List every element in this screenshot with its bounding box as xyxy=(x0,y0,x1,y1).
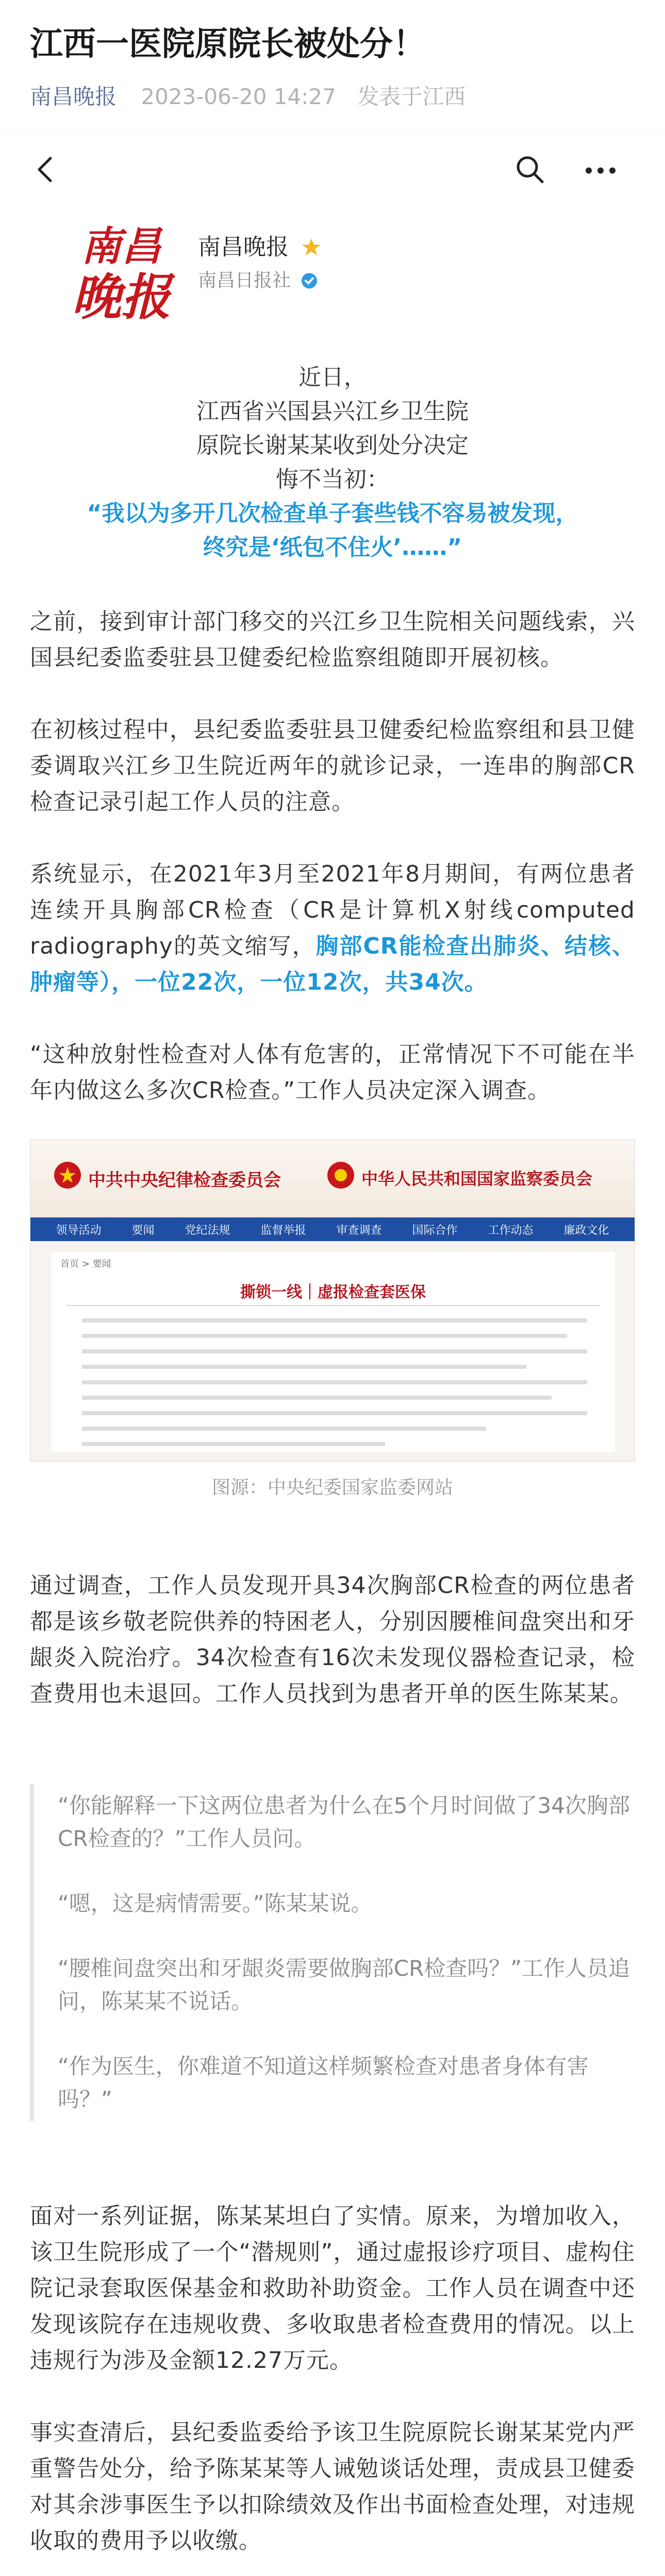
article-figure[interactable] xyxy=(30,1140,635,1501)
emblem-icon xyxy=(53,1161,82,1190)
figure-text-line xyxy=(82,1427,486,1431)
figure-nav-item: 廉政文化 xyxy=(563,1224,609,1237)
figure-nav-item: 监督举报 xyxy=(260,1224,306,1237)
source-link[interactable]: 南昌晚报 xyxy=(30,84,117,109)
intro-line: 悔不当初： xyxy=(276,466,389,493)
figure-nav-item: 党纪法规 xyxy=(185,1224,230,1237)
account-sub-text: 南昌日报社 xyxy=(198,270,291,291)
figure-text-lines xyxy=(82,1318,587,1446)
account-card[interactable] xyxy=(0,201,665,355)
figure-divider xyxy=(66,1305,600,1306)
figure-nav-item: 工作动态 xyxy=(488,1224,534,1237)
figure-caption: 图源：中央纪委国家监委网站 xyxy=(211,1477,453,1498)
paragraph: 在初核过程中，县纪委监委驻县卫健委纪检监察组和县卫健委调取兴江乡卫生院近两年的就诊记录，一连串的胸部CR检查记录引起工作人员的注意。 xyxy=(30,717,635,815)
paragraph: 面对一系列证据，陈某某坦白了实情。原来，为增加收入，该卫生院形成了一个“潜规则”，通过虚报诊疗项目、虚构住院记录套取医保基金和救助补助资金。工作人员在调查中还发现该院存在违规收费、多收取患者检查费用的情况。以上违规行为涉及金额12.27万元。 xyxy=(30,2203,635,2374)
dialogue-line: “腰椎间盘突出和牙龈炎需要做胸部CR检查吗？”工作人员追问，陈某某不说话。 xyxy=(58,1956,630,2014)
intro-line: 近日， xyxy=(298,364,367,391)
figure-text-line xyxy=(82,1334,567,1338)
figure-nav-item: 要闻 xyxy=(131,1224,155,1237)
intro-line: 江西省兴国县兴江乡卫生院 xyxy=(196,398,469,425)
account-sub xyxy=(198,268,318,294)
figure-text-line xyxy=(82,1380,587,1384)
publish-time: 2023-06-20 14:27 xyxy=(141,84,336,109)
paragraph xyxy=(30,856,635,1001)
account-name[interactable] xyxy=(198,232,322,263)
star-badge-icon xyxy=(301,237,322,258)
publish-location: 发表于江西 xyxy=(357,84,466,109)
article-meta xyxy=(30,82,635,111)
site-title-left: 中共中央纪律检查委员会 xyxy=(88,1170,281,1191)
nav-bar xyxy=(0,134,665,201)
figure-nav-item: 国际合作 xyxy=(412,1224,458,1237)
intro xyxy=(30,361,635,565)
site-title-right: 中华人民共和国国家监察委员会 xyxy=(361,1169,593,1189)
back-icon[interactable] xyxy=(31,154,62,185)
intro-quote-line: “我以为多开几次检查单子套些钱不容易被发现， xyxy=(87,500,578,527)
figure-text-line xyxy=(82,1349,587,1353)
figure-image xyxy=(30,1140,635,1462)
figure-banner xyxy=(30,1140,635,1217)
dialogue-line: “嗯，这是病情需要。”陈某某说。 xyxy=(58,1891,373,1916)
intro-quote-line: 终究是‘纸包不住火’……” xyxy=(203,534,462,561)
paragraph: “这种放射性检查对人体有危害的，正常情况下不可能在半年内做这么多次CR检查。”工作人员决定深入调查。 xyxy=(30,1041,635,1104)
article-header xyxy=(0,0,665,111)
figure-headline: 撕锁一线｜虚报检查套医保 xyxy=(240,1283,426,1301)
figure-text-line xyxy=(82,1442,385,1446)
dialogue-line: “你能解释一下这两位患者为什么在5个月时间做了34次胸部CR检查的？”工作人员问。 xyxy=(58,1793,630,1851)
figure-text-line xyxy=(82,1365,526,1369)
figure-nav xyxy=(30,1217,635,1241)
paragraph: 通过调查，工作人员发现开具34次胸部CR检查的两位患者都是该乡敬老院供养的特困老人，分别因腰椎间盘突出和牙龈炎入院治疗。34次检查有16次未发现仪器检查记录，检查费用也未退回。工作人员找到为患者开单的医生陈某某。 xyxy=(30,1572,635,1707)
figure-text-line xyxy=(82,1396,552,1400)
highlight-text: 胸部CR能检查出肺炎、结核、肿瘤等），一位22次，一位12次，共34次。 xyxy=(30,933,635,995)
account-name-text: 南昌晚报 xyxy=(198,234,289,260)
article-body xyxy=(0,361,665,2576)
figure-nav-item: 审查调查 xyxy=(336,1224,382,1237)
dialogue-block xyxy=(30,1784,635,2121)
figure-text-line xyxy=(82,1411,587,1415)
intro-line: 原院长谢某某收到处分决定 xyxy=(196,432,469,459)
dialogue-line: “作为医生，你难道不知道这样频繁检查对患者身体有害吗？” xyxy=(58,2054,589,2112)
figure-page xyxy=(51,1251,615,1452)
figure-nav-item: 领导活动 xyxy=(56,1224,102,1237)
article-title: 江西一医院原院长被处分！ xyxy=(30,25,426,63)
paragraph: 之前，接到审计部门移交的兴江乡卫生院相关问题线索，兴国县纪委监委驻县卫健委纪检监察组随即开展初核。 xyxy=(30,608,635,671)
search-icon[interactable] xyxy=(513,153,546,186)
emblem-icon xyxy=(326,1161,355,1190)
logo-text-bottom: 晚报 xyxy=(72,268,171,326)
account-logo xyxy=(64,211,178,330)
paragraph-text: 系统显示，在2021年3月至2021年8月期间，有两位患者连续开具胸部CR检查（CR是计算机X射线computed radiography的英文缩写， xyxy=(30,861,635,959)
paragraph: 事实查清后，县纪委监委给予该卫生院原院长谢某某党内严重警告处分，给予陈某某等人诫勉谈话处理，责成县卫健委对其余涉事医生予以扣除绩效及作出书面检查处理，对违规收取的费用予以收缴。 xyxy=(30,2419,635,2554)
logo-text-top: 南昌 xyxy=(80,223,162,270)
more-icon[interactable] xyxy=(583,155,619,186)
figure-text-line xyxy=(82,1318,587,1323)
verified-icon xyxy=(301,272,318,290)
figure-breadcrumb: 首页 > 要闻 xyxy=(60,1259,111,1269)
